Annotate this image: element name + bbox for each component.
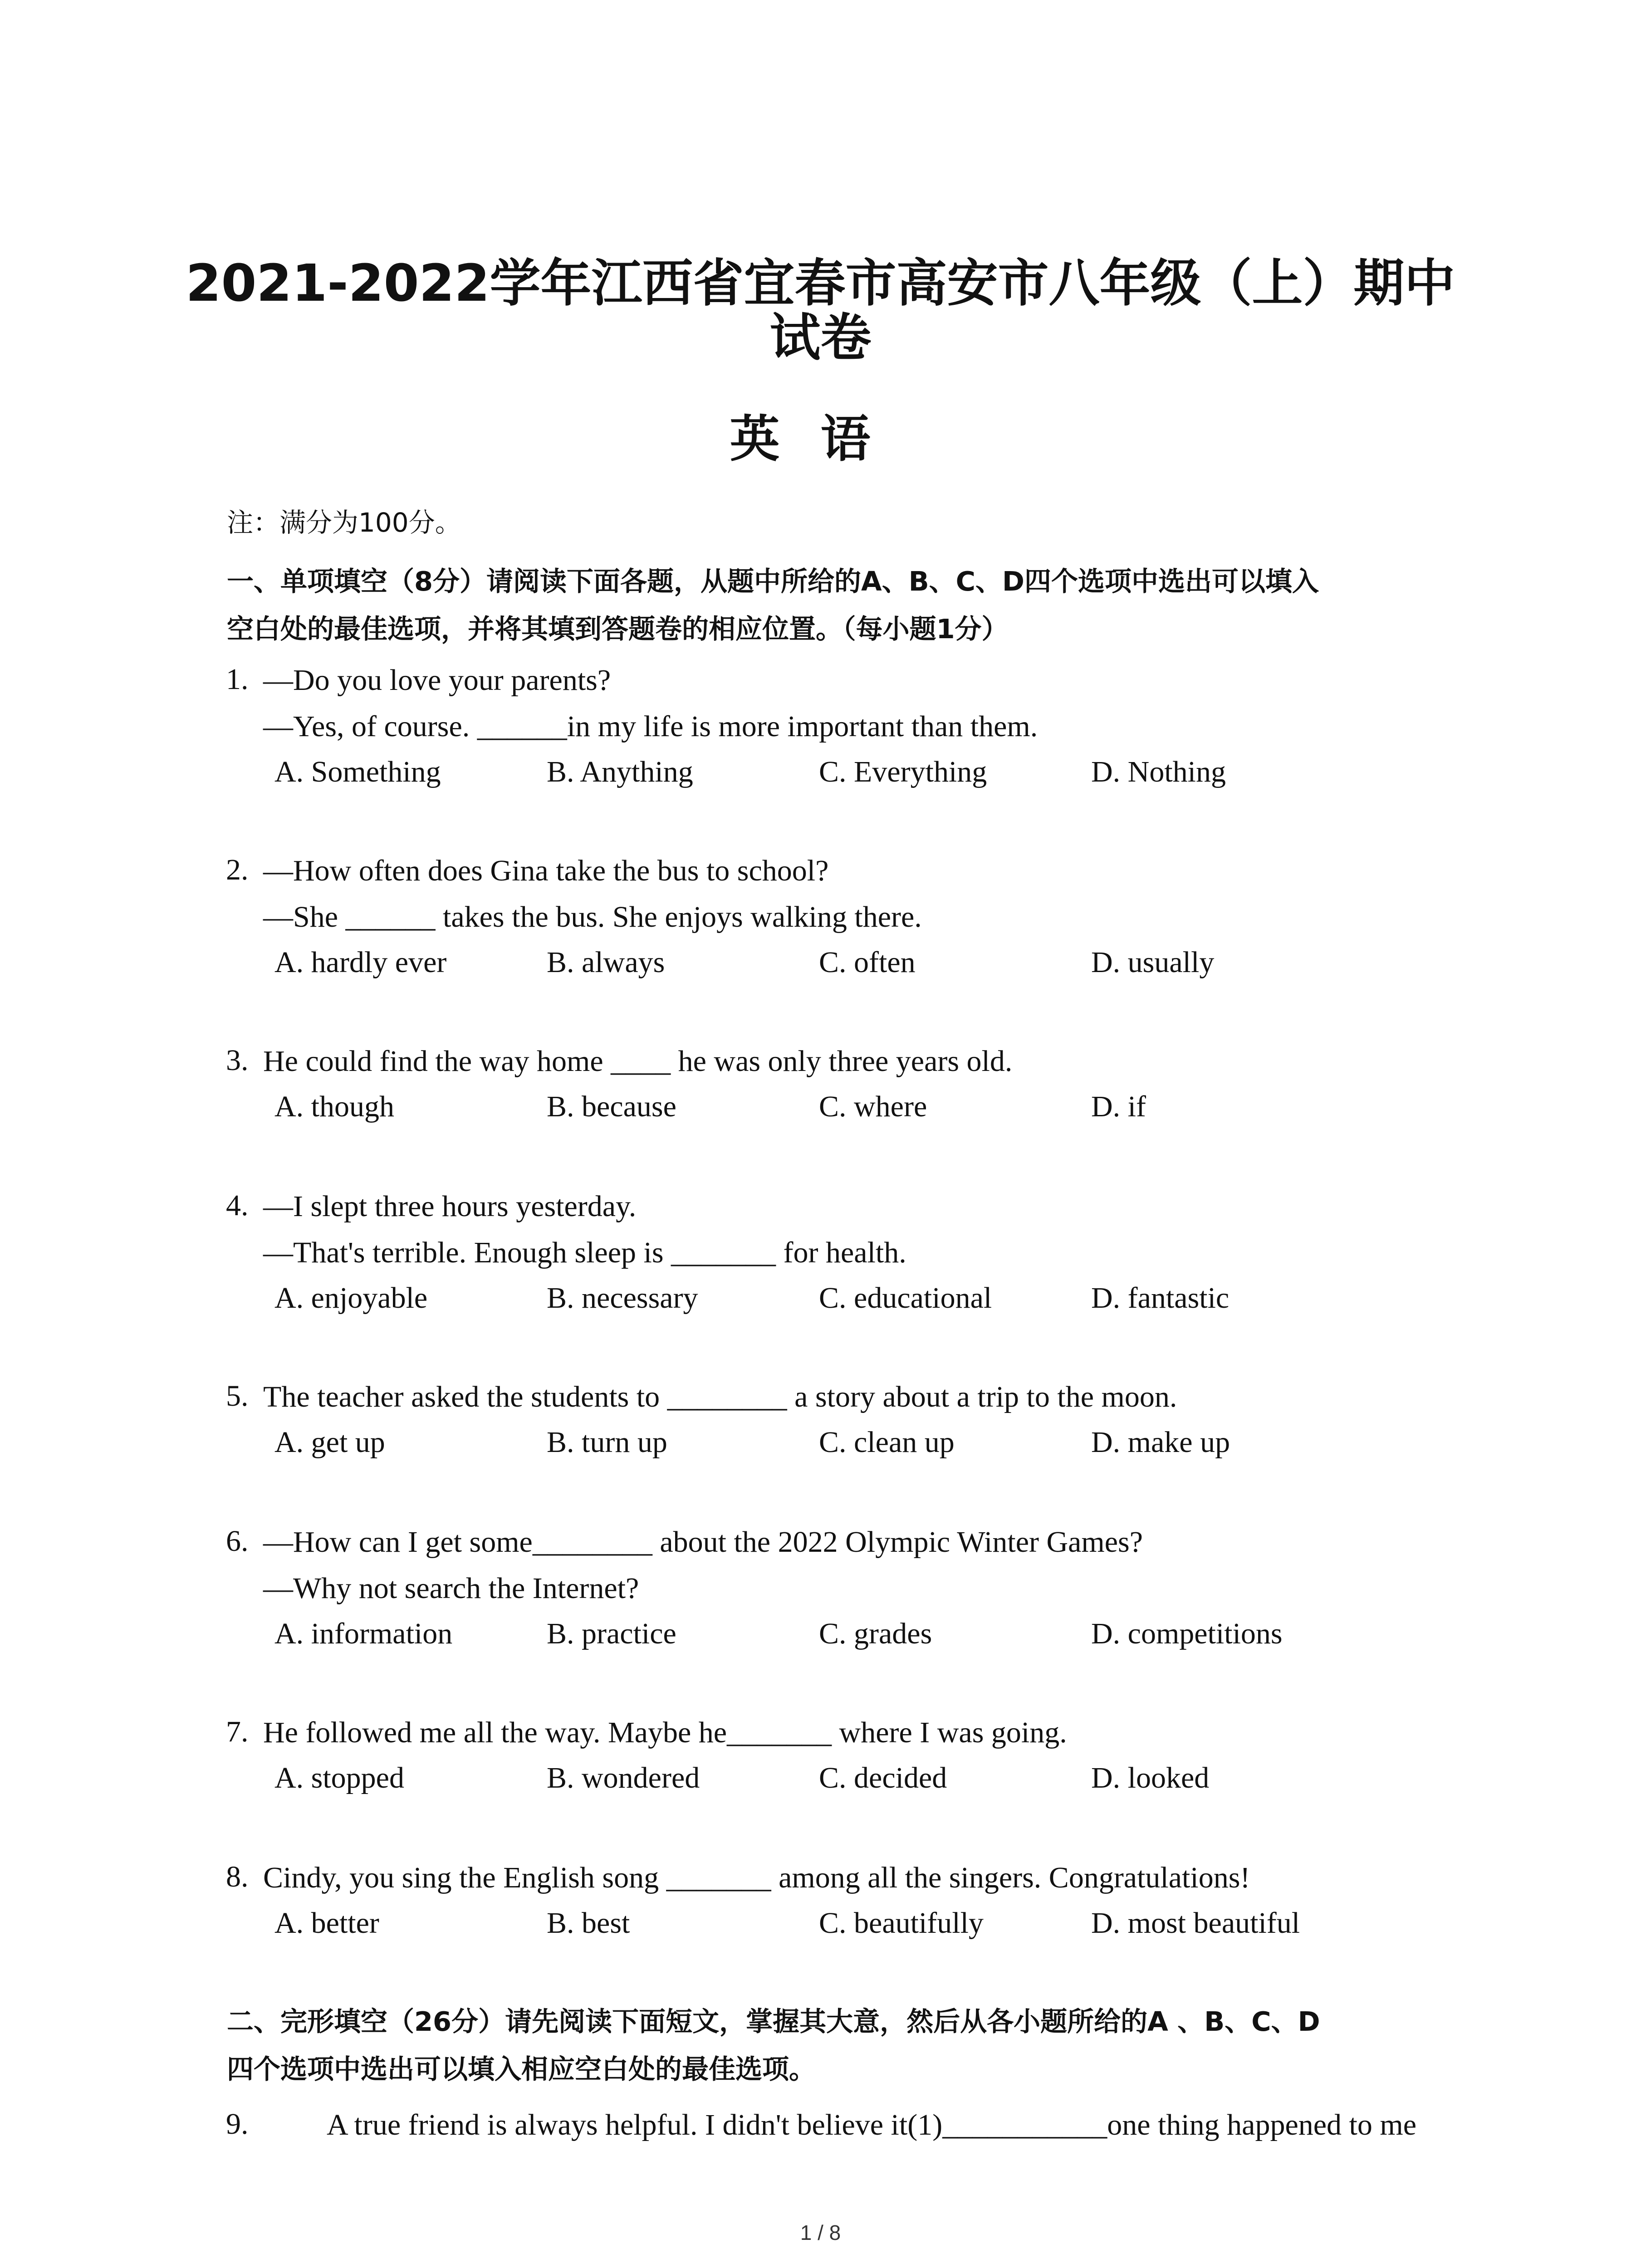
answer-option: C. grades [819, 1617, 932, 1650]
section1-heading-line1: 一、单项填空（8分）请阅读下面各题，从题中所给的A、B、C、D四个选项中选出可以填入 [227, 566, 1319, 597]
answer-option: A. get up [274, 1426, 385, 1459]
question-stem-line: —How often does Gina take the bus to school? [263, 854, 829, 887]
question-number: 7. [226, 1715, 249, 1748]
answer-option: A. though [274, 1090, 394, 1123]
question-stem-line: —How can I get some________ about the 2022 Olympic Winter Games? [263, 1525, 1143, 1559]
section2-heading-line1: 二、完形填空（26分）请先阅读下面短文，掌握其大意，然后从各小题所给的A 、B、C、D [227, 2006, 1320, 2037]
section2-heading-line2: 四个选项中选出可以填入相应空白处的最佳选项。 [227, 2053, 816, 2085]
question-9-number: 9. [226, 2107, 249, 2141]
answer-option: D. Nothing [1091, 755, 1226, 788]
question-number: 2. [226, 853, 249, 886]
answer-option: C. where [819, 1090, 927, 1123]
question-stem-line: The teacher asked the students to ________ a story about a trip to the moon. [263, 1380, 1177, 1413]
question-stem-line: —Why not search the Internet? [263, 1572, 639, 1605]
subject-title: 英语 [730, 410, 911, 468]
answer-option: B. necessary [547, 1281, 698, 1315]
question-stem-line: —I slept three hours yesterday. [263, 1190, 637, 1223]
question-9-text: A true friend is always helpful. I didn't believe it(1)___________one thing happened to me [327, 2108, 1417, 2141]
question-number: 5. [226, 1379, 249, 1413]
answer-option: D. most beautiful [1091, 1906, 1300, 1940]
question-number: 8. [226, 1860, 249, 1893]
answer-option: A. information [274, 1617, 453, 1650]
question-stem-line: —Yes, of course. ______in my life is more important than them. [263, 710, 1038, 743]
answer-option: D. if [1091, 1090, 1146, 1123]
question-stem-line: —Do you love your parents? [263, 664, 611, 697]
answer-option: C. beautifully [819, 1906, 984, 1940]
question-stem-line: —That's terrible. Enough sleep is _______ for health. [263, 1236, 906, 1269]
answer-option: B. turn up [547, 1426, 667, 1459]
section1-heading-line2: 空白处的最佳选项，并将其填到答题卷的相应位置。（每小题1分） [227, 613, 1009, 645]
answer-option: A. stopped [274, 1761, 404, 1794]
answer-option: B. best [547, 1906, 630, 1940]
answer-option: D. competitions [1091, 1617, 1283, 1650]
answer-option: D. looked [1091, 1761, 1210, 1794]
answer-option: A. better [274, 1906, 379, 1940]
answer-option: C. Everything [819, 755, 987, 788]
question-number: 4. [226, 1189, 249, 1222]
question-number: 6. [226, 1525, 249, 1558]
score-note: 注：满分为100分。 [227, 507, 461, 538]
answer-option: A. enjoyable [274, 1281, 428, 1315]
question-stem-line: Cindy, you sing the English song _______ among all the singers. Congratulations! [263, 1861, 1250, 1894]
question-number: 1. [226, 663, 249, 696]
page-number: 1 / 8 [800, 2221, 841, 2244]
answer-option: A. Something [274, 755, 441, 788]
answer-option: C. decided [819, 1761, 947, 1794]
answer-option: A. hardly ever [274, 946, 447, 979]
question-number: 3. [226, 1044, 249, 1077]
answer-option: B. practice [547, 1617, 676, 1650]
answer-option: D. fantastic [1091, 1281, 1230, 1315]
answer-option: D. usually [1091, 946, 1215, 979]
answer-option: B. always [547, 946, 665, 979]
answer-option: C. clean up [819, 1426, 955, 1459]
question-stem-line: —She ______ takes the bus. She enjoys walking there. [263, 900, 922, 934]
answer-option: D. make up [1091, 1426, 1230, 1459]
answer-option: C. often [819, 946, 916, 979]
question-stem-line: He could find the way home ____ he was only three years old. [263, 1045, 1013, 1078]
question-stem-line: He followed me all the way. Maybe he_______ where I was going. [263, 1716, 1067, 1749]
doc-title-line2: 试卷 [769, 308, 872, 367]
answer-option: C. educational [819, 1281, 992, 1315]
answer-option: B. wondered [547, 1761, 700, 1794]
doc-title-line1: 2021-2022学年江西省宜春市高安市八年级（上）期中 [186, 254, 1455, 313]
answer-option: B. Anything [547, 755, 693, 788]
answer-option: B. because [547, 1090, 676, 1123]
